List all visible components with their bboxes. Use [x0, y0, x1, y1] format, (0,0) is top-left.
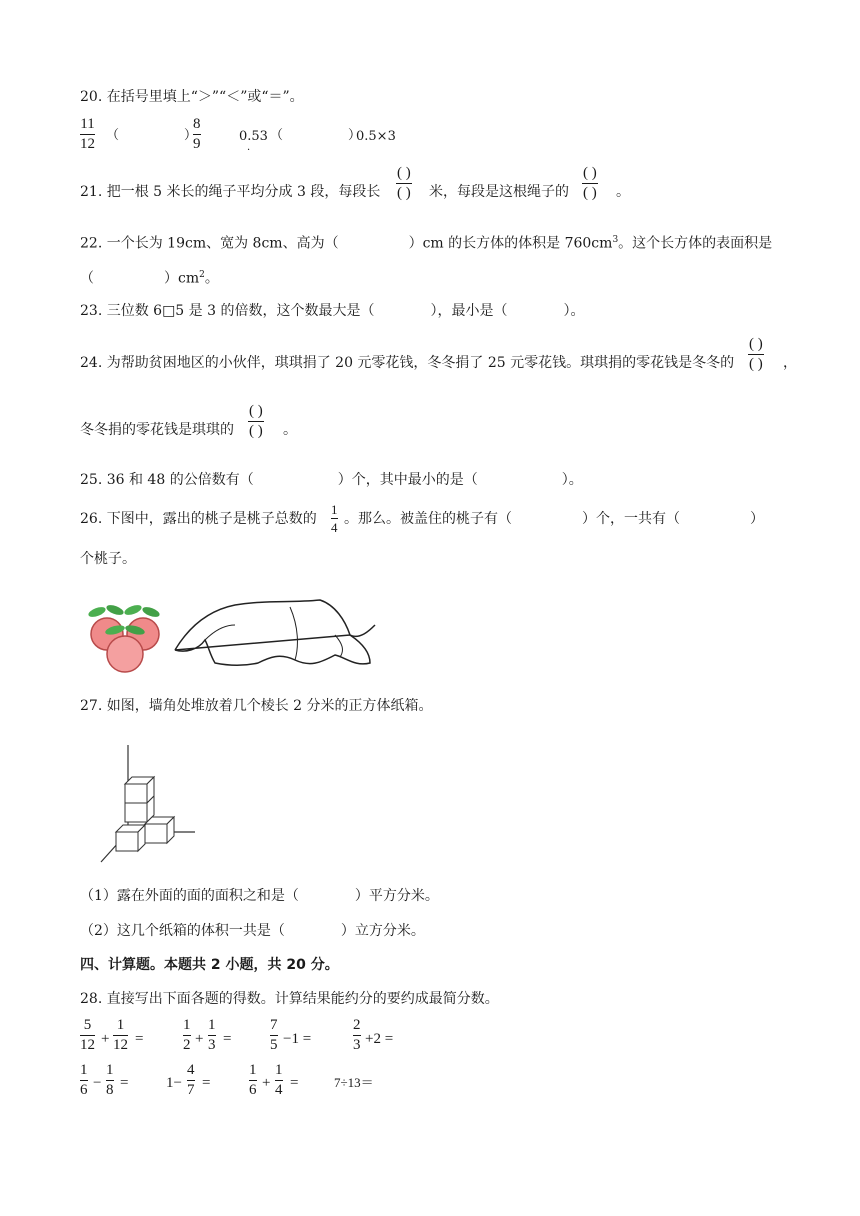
- operator: +: [101, 1031, 110, 1047]
- question-number: 20.: [80, 89, 103, 105]
- q21-text-c: 。: [616, 184, 630, 200]
- equals: =: [202, 1075, 211, 1091]
- fraction: 5 12: [80, 1017, 95, 1053]
- stacked-cubes-figure: [95, 745, 200, 867]
- fraction-blank[interactable]: ( ) ( ): [583, 165, 597, 201]
- peaches-illustration: [85, 600, 170, 675]
- fraction: 1 4: [331, 502, 338, 535]
- operator: +: [195, 1031, 204, 1047]
- fraction: 11 12: [80, 116, 95, 152]
- q25-text: 25. 36 和 48 的公倍数有（ ）个，其中最小的是（ ）。: [80, 472, 583, 488]
- fraction: 1 3: [208, 1017, 216, 1053]
- q24-line1: 24. 为帮助贫困地区的小伙伴，琪琪捐了 20 元零花钱，冬冬捐了 25 元零花钱。琪琪捐的零花钱是冬冬的: [80, 355, 735, 371]
- peach-icon: [104, 624, 145, 672]
- fraction-blank[interactable]: ( ) ( ): [249, 403, 263, 439]
- q26-line1-b: 。那么。被盖住的桃子有（ ）个，一共有（ ）: [344, 511, 764, 527]
- section-title: 四、计算题。本题共 2 小题，共 20 分。: [80, 957, 339, 973]
- q28-text: 28. 直接写出下面各题的得数。计算结果能约分的要约成最简分数。: [80, 991, 499, 1007]
- q26-line1-a: 26. 下图中，露出的桃子是桃子总数的: [80, 511, 317, 527]
- q27-sub1: （1）露在外面的面的面积之和是（ ）平方分米。: [80, 888, 439, 904]
- q27-sub2: （2）这几个纸箱的体积一共是（ ）立方分米。: [80, 923, 425, 939]
- q26-line2: 个桃子。: [80, 551, 136, 567]
- fraction: 1 6: [80, 1062, 88, 1098]
- equals: =: [135, 1031, 144, 1047]
- question-text: 在括号里填上“＞”“＜”或“＝”。: [106, 89, 304, 105]
- q21-text-a: 21. 把一根 5 米长的绳子平均分成 3 段，每段长: [80, 184, 381, 200]
- fraction: 8 9: [193, 116, 201, 152]
- punctuation: ，: [783, 355, 797, 371]
- expression: 7÷13＝: [334, 1075, 374, 1090]
- repeat-dot: ·: [247, 145, 251, 156]
- fraction: 1 2: [183, 1017, 191, 1053]
- equals: =: [290, 1075, 299, 1091]
- equals: =: [223, 1031, 232, 1047]
- fraction-blank[interactable]: ( ) ( ): [397, 165, 411, 201]
- q20-line: [80, 90, 304, 104]
- answer-blank[interactable]: （ ）: [270, 128, 362, 143]
- q22-line2: （ ）$cm^2$。: [80, 270, 219, 287]
- q21-text-b: 米，每段是这根绳子的: [429, 184, 569, 200]
- fraction: 4 7: [187, 1062, 195, 1098]
- fraction: 1 4: [275, 1062, 283, 1098]
- operator: +: [262, 1075, 271, 1091]
- answer-blank[interactable]: （ ）: [106, 128, 198, 143]
- q22-line1: 22. 一个长为 19cm、宽为 8cm、高为（ ）cm 的长方体的体积是 $760cm^3$。这个长方体的表面积是: [80, 235, 773, 252]
- operator: −: [93, 1075, 102, 1091]
- q24-line2: 冬冬捐的零花钱是琪琪的: [80, 422, 234, 438]
- equals: =: [120, 1075, 129, 1091]
- fraction-blank[interactable]: ( ) ( ): [749, 336, 763, 372]
- fraction: 7 5: [270, 1017, 278, 1053]
- q23-text: 23. 三位数 6□5 是 3 的倍数，这个数最大是（ ），最小是（ ）。: [80, 303, 585, 319]
- cloth-cover-illustration: [170, 595, 385, 675]
- fraction: 2 3: [353, 1017, 361, 1053]
- expression-prefix: 1−: [166, 1075, 182, 1091]
- expression: 0.5×3: [356, 129, 396, 144]
- punctuation: 。: [283, 422, 297, 438]
- operator: −1 =: [283, 1031, 312, 1047]
- fraction: 1 8: [106, 1062, 114, 1098]
- q27-text: 27. 如图，墙角处堆放着几个棱长 2 分米的正方体纸箱。: [80, 698, 433, 714]
- fraction: 1 12: [113, 1017, 128, 1053]
- repeating-decimal: 0.53: [239, 129, 268, 144]
- operator: +2 =: [365, 1031, 394, 1047]
- fraction: 1 6: [249, 1062, 257, 1098]
